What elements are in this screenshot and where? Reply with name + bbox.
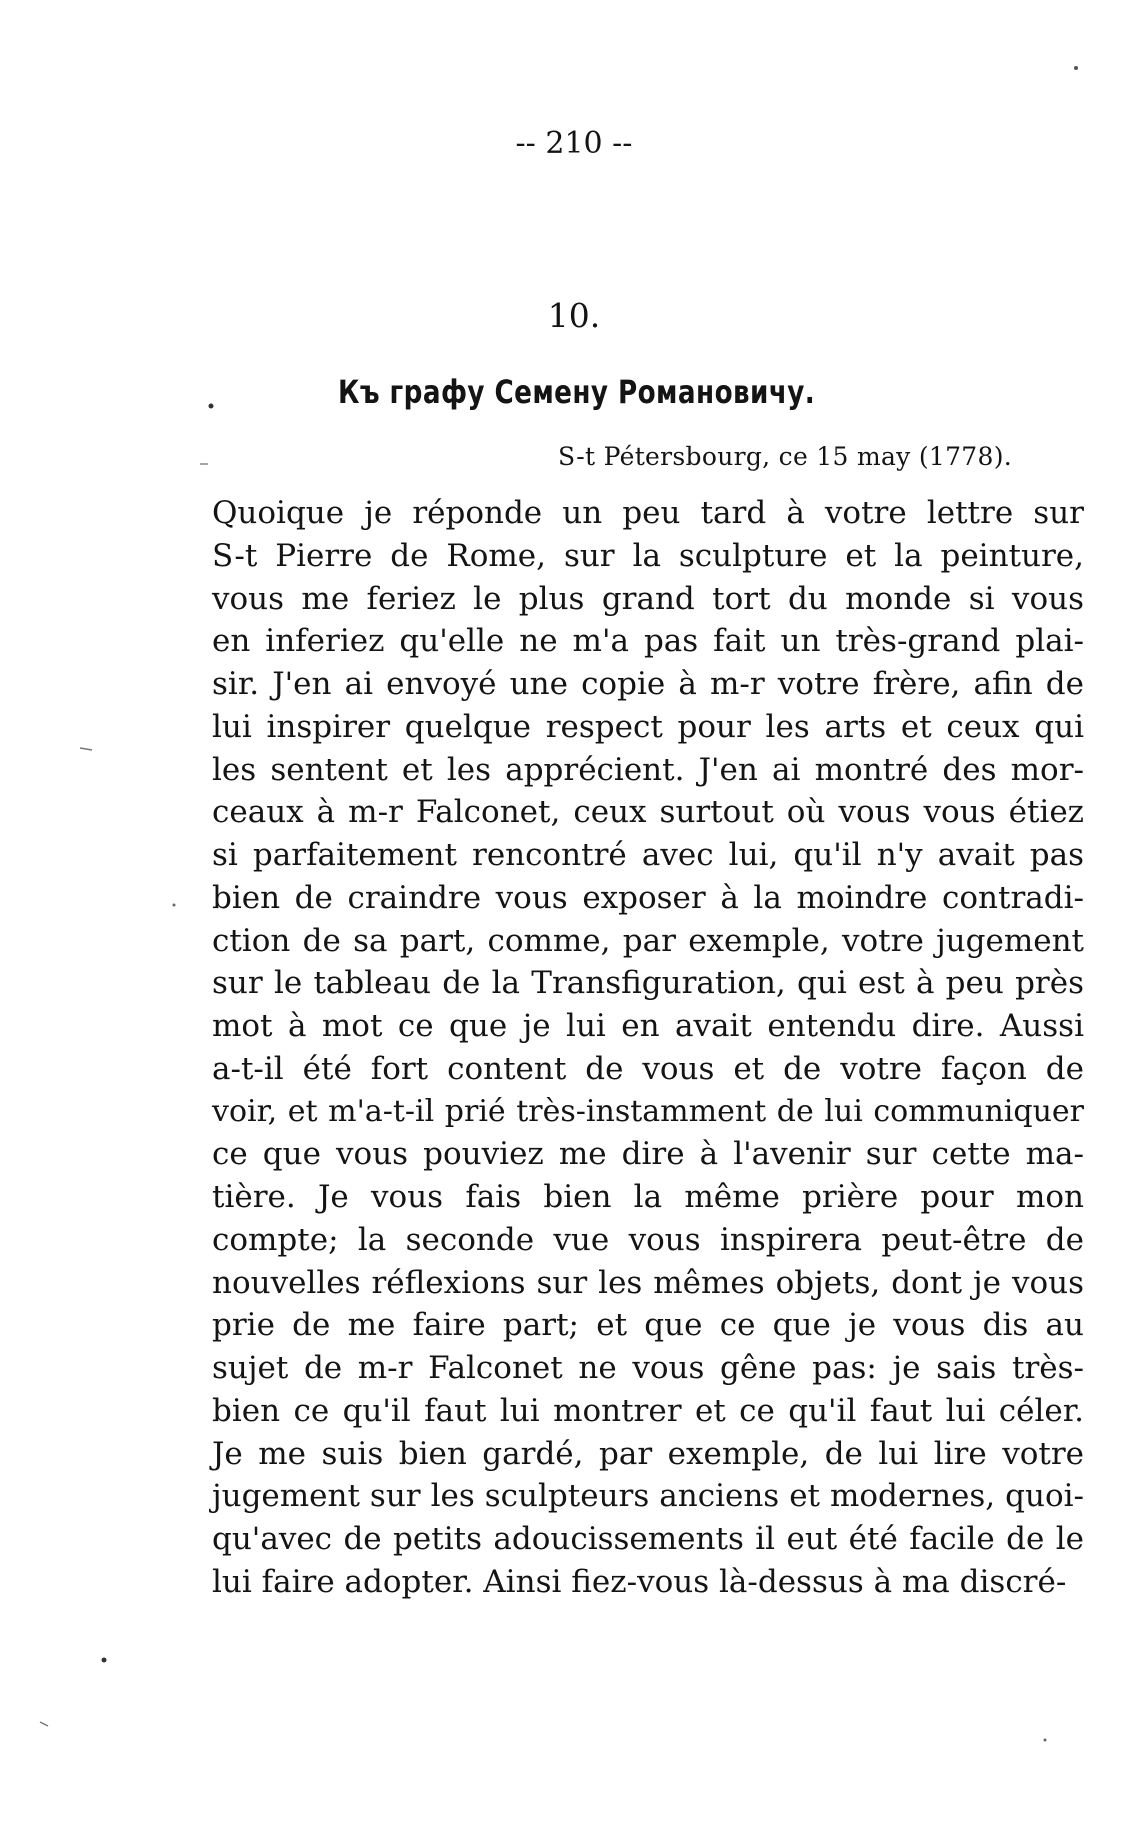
scan-speck bbox=[102, 1658, 107, 1663]
text-line: nouvelles réflexions sur les mêmes objets, dont je vous bbox=[212, 1264, 1084, 1301]
text-line: sur le tableau de la Transfiguration, qui est à peu près bbox=[212, 965, 1084, 1002]
text-line: vous me feriez le plus grand tort du monde si vous bbox=[212, 580, 1084, 617]
text-line: Je me suis bien gardé, par exemple, de lui lire votre bbox=[212, 1435, 1084, 1472]
text-line: ce que vous pouviez me dire à l'avenir sur cette ma- bbox=[212, 1136, 1084, 1173]
text-line: tière. Je vous fais bien la même prière pour mon bbox=[212, 1179, 1084, 1215]
text-line: les sentent et les apprécient. J'en ai montré des mor- bbox=[212, 751, 1084, 788]
text-line: en inferiez qu'elle ne m'a pas fait un très-grand plai- bbox=[212, 623, 1084, 660]
scan-speck bbox=[80, 748, 92, 750]
scan-speck bbox=[40, 1722, 48, 1726]
text-line: Quoique je réponde un peu tard à votre lettre sur bbox=[212, 495, 1084, 531]
text-line: ceaux à m-r Falconet, ceux surtout où vous vous étiez bbox=[212, 794, 1084, 831]
text-line: compte; la seconde vue vous inspirera peut-être de bbox=[212, 1221, 1084, 1258]
scan-speck bbox=[1074, 66, 1078, 70]
scan-speck bbox=[1044, 1739, 1047, 1742]
text-line: ction de sa part, comme, par exemple, votre jugement bbox=[212, 922, 1084, 959]
text-line: a-t-il été fort content de vous et de votre façon de bbox=[212, 1050, 1084, 1087]
text-line: prie de me faire part; et que ce que je vous dis au bbox=[212, 1307, 1084, 1344]
text-line: lui faire adopter. Ainsi fiez-vous là-dessus à ma discré- bbox=[212, 1563, 1067, 1600]
text-line: bien de craindre vous exposer à la moindre contradi- bbox=[212, 879, 1084, 916]
text-line: si parfaitement rencontré avec lui, qu'il n'y avait pas bbox=[212, 837, 1084, 873]
text-line: bien ce qu'il faut lui montrer et ce qu'il faut lui céler. bbox=[212, 1392, 1084, 1429]
text-line: sujet de m-r Falconet ne vous gêne pas: je sais très- bbox=[212, 1350, 1084, 1386]
text-line: jugement sur les sculpteurs anciens et modernes, quoi- bbox=[212, 1478, 1084, 1515]
page-number: -- 210 -- bbox=[515, 126, 633, 161]
text-line: sir. J'en ai envoyé une copie à m-r votre frère, afin de bbox=[212, 666, 1084, 702]
text-line: S-t Pierre de Rome, sur la sculpture et la peinture, bbox=[212, 537, 1084, 574]
letter-dateline: S-t Pétersbourg, ce 15 may (1778). bbox=[557, 442, 1012, 471]
text-line: qu'avec de petits adoucissements il eut été facile de le bbox=[212, 1521, 1084, 1557]
text-line: voir, et m'a-t-il prié très-instamment de lui communiquer bbox=[212, 1093, 1084, 1129]
letter-body bbox=[212, 492, 1084, 1604]
scan-speck bbox=[173, 904, 176, 907]
letter-number: 10. bbox=[547, 296, 601, 335]
text-line: mot à mot ce que je lui en avait entendu dire. Aussi bbox=[212, 1008, 1084, 1044]
letter-heading: Къ графу Семену Романовичу. bbox=[337, 373, 816, 411]
text-line: lui inspirer quelque respect pour les arts et ceux qui bbox=[212, 708, 1084, 745]
